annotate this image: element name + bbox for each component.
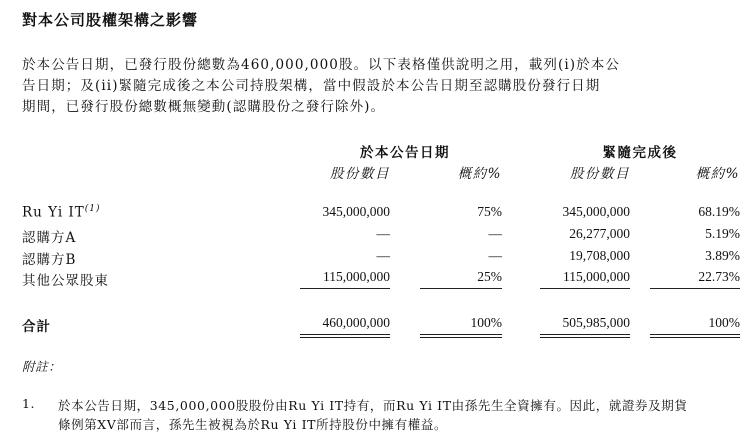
- total-double-rule: [300, 337, 390, 338]
- pct-before: 75%: [477, 204, 502, 219]
- intro-line-2: 告日期；及(ii)緊隨完成後之本公司持股架構，當中假設於本公告日期至認購股份發行日期: [22, 78, 601, 94]
- subtotal-rule: [540, 288, 630, 289]
- subtotal-rule: [650, 288, 740, 289]
- shares-after: 115,000,000: [563, 269, 630, 284]
- subheader-pct-before: 概約%: [457, 166, 502, 182]
- subheader-pct-after: 概約%: [695, 166, 740, 182]
- subtotal-rule: [420, 288, 502, 289]
- subheader-shares-after: 股份數目: [570, 166, 630, 182]
- pct-before: 25%: [477, 269, 502, 284]
- total-double-rule: [650, 337, 740, 338]
- pct-before: —: [488, 248, 502, 263]
- row-label: 認購方A: [22, 230, 77, 246]
- shares-after: 19,708,000: [569, 248, 630, 263]
- total-double-rule: [540, 337, 630, 338]
- total-double-rule: [420, 337, 502, 338]
- total-double-rule: [650, 334, 740, 335]
- row-label: Ru Yi IT$^{(1)}$: [22, 204, 101, 221]
- intro-line-1: 於本公告日期，已發行股份總數為460,000,000股。以下表格僅供說明之用，載列(i)於本公: [22, 57, 620, 73]
- pct-after: 5.19%: [705, 226, 740, 241]
- notes-heading: 附註：: [22, 359, 62, 374]
- intro-line-3: 期間，已發行股份總數概無變動(認購股份之發行除外)。: [22, 99, 386, 115]
- shares-after: 345,000,000: [562, 204, 630, 219]
- shares-before: 115,000,000: [323, 269, 390, 284]
- shares-before: 345,000,000: [322, 204, 390, 219]
- total-pct-after: 100%: [708, 315, 740, 330]
- pct-after: 68.19%: [698, 204, 740, 219]
- total-pct-before: 100%: [470, 315, 502, 330]
- group-header-after: 緊隨完成後: [602, 145, 678, 161]
- group-header-before: 於本公告日期: [360, 145, 450, 161]
- total-label: 合計: [22, 319, 51, 335]
- note-line-1: 於本公告日期，345,000,000股股份由Ru Yi IT持有，而Ru Yi IT由孫先生全資擁有。因此，就證券及期貨: [58, 398, 688, 413]
- section-title: 對本公司股權架構之影響: [22, 11, 199, 29]
- note-line-2: 條例第XV部而言，孫先生被視為於Ru Yi IT所持股份中擁有權益。: [58, 417, 448, 432]
- shares-before: —: [376, 248, 390, 263]
- total-double-rule: [300, 334, 390, 335]
- subtotal-rule: [300, 288, 390, 289]
- total-shares-before: 460,000,000: [322, 315, 390, 330]
- shares-before: —: [376, 226, 390, 241]
- pct-before: —: [488, 226, 502, 241]
- subheader-shares-before: 股份數目: [330, 166, 390, 182]
- note-ref: (1): [84, 204, 101, 214]
- row-label: 其他公眾股東: [22, 273, 109, 289]
- pct-after: 3.89%: [705, 248, 740, 263]
- total-shares-after: 505,985,000: [562, 315, 630, 330]
- note-number: 1.: [22, 396, 36, 411]
- pct-after: 22.73%: [698, 269, 740, 284]
- total-double-rule: [540, 334, 630, 335]
- shares-after: 26,277,000: [569, 226, 630, 241]
- total-double-rule: [420, 334, 502, 335]
- row-label: 認購方B: [22, 252, 77, 268]
